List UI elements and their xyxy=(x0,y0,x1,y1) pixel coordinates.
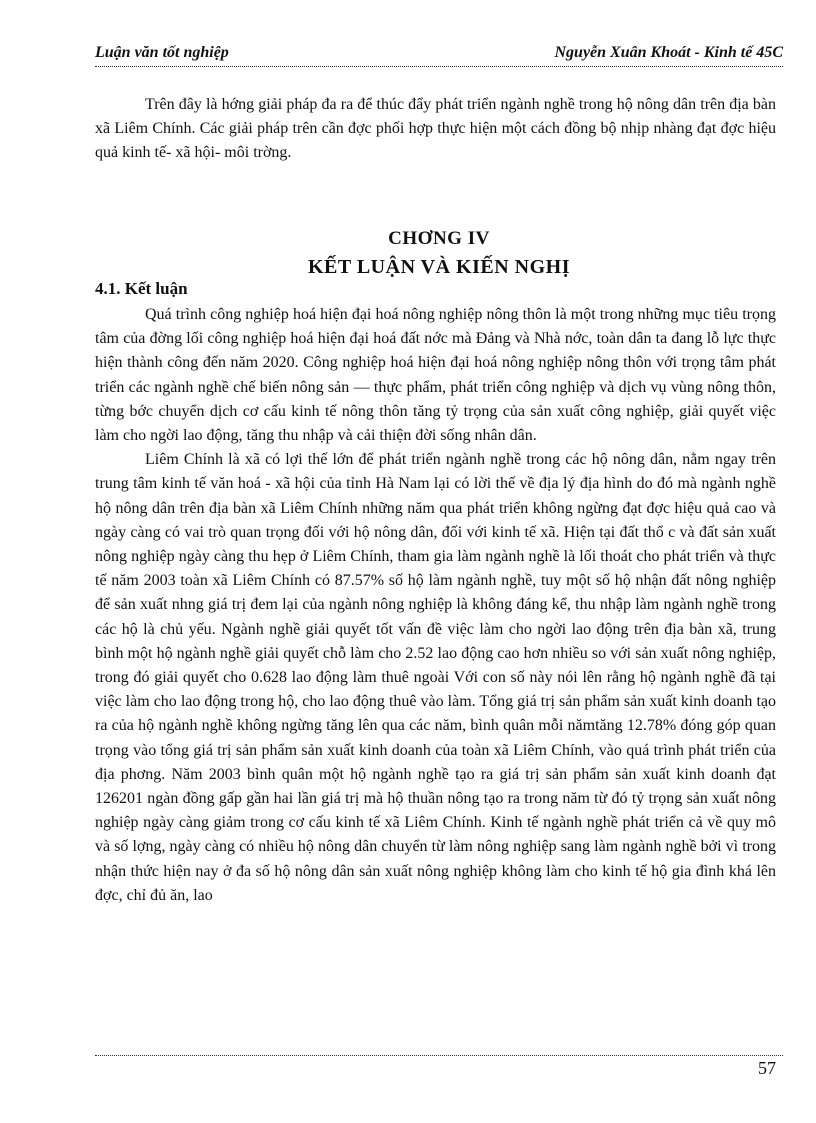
intro-block xyxy=(95,93,776,166)
chapter-title: KẾT LUẬN VÀ KIẾN NGHỊ xyxy=(307,256,571,278)
chapter-number: CHƠNG IV xyxy=(388,228,490,249)
running-header xyxy=(95,42,783,67)
footer-rule xyxy=(95,1055,783,1056)
page-number: 57 xyxy=(758,1058,776,1078)
header-right-text: Nguyễn Xuân Khoát - Kinh tế 45C xyxy=(554,44,783,61)
section-body xyxy=(95,303,776,908)
intro-paragraph: Trên đây là hớng giải pháp đa ra để thúc đẩy phát triển ngành nghề trong hộ nông dân trên địa bàn xã Liêm Chính. Các giải pháp trên cần đợc phối hợp thực hiện một cách đồng bộ nhịp nhàng đạt đợc hiệu quả kinh tế- xã hội- môi trờng. xyxy=(95,96,776,162)
body-paragraph-2: Liêm Chính là xã có lợi thế lớn để phát triển ngành nghề trong các hộ nông dân, nằm ngay trên trung tâm kinh tế văn hoá - xã hội của tỉnh Hà Nam lại có lời thế về địa lý địa hình do đó mà ngành nghề hộ nông dân trên địa bàn xã Liêm Chính những năm qua phát triển không ngừng đạt đợc hiệu quả cao và ngày càng có vai trò quan trọng đối với hộ nông dân, đối với kinh tế xã. Hiện tại đất thổ c và đất sản xuất nông nghiệp ngày càng thu hẹp ở Liêm Chính, tham gia làm ngành nghề là lối thoát cho phát triển và thực tế năm 2003 toàn xã Liêm Chính có 87.57% số hộ làm ngành nghề, tuy một số hộ nhận đất nông nghiệp để sản xuất nhng giá trị đem lại của ngành nông nghiệp là không đáng kể, thu nhập làm ngành nghề trong các hộ là chủ yếu. Ngành nghề giải quyết tốt vấn đề việc làm cho ngời lao động trên địa bàn xã, trung bình một hộ ngành nghề giải quyết chỗ làm cho 2.52 lao động cao hơn nhiều so với sản xuất nông nghiệp, trong đó giải quyết cho 0.628 lao động làm thuê ngoài Với con số này nói lên rằng hộ ngành nghề đã tại việc làm cho lao động trong hộ, cho lao động thuê vào làm. Tổng giá trị sản phẩm sản xuất kinh doanh tạo ra của hộ ngành nghề không ngừng tăng lên qua các năm, bình quân mỗi nămtăng 12.78% đóng góp quan trọng vào tổng giá trị sản phẩm sản xuất kinh doanh của toàn xã Liêm Chính, vào quá trình phát triển của địa phơng. Năm 2003 bình quân một hộ ngành nghề tạo ra giá trị sản phẩm sản xuất kinh doanh đạt 126201 ngàn đồng gấp gần hai lần giá trị mà hộ thuần nông tạo ra trong năm từ đó tỷ trọng sản xuất nông nghiệp ngày càng giảm trong cơ cấu kinh tế xã Liêm Chính. Kinh tế ngành nghề phát triển cả về quy mô và số lợng, ngày càng có nhiều hộ nông dân chuyển từ làm nông nghiệp sang làm ngành nghề bởi vì trong nhận thức hiện nay ở đa số hộ nông dân sản xuất nông nghiệp không làm cho kinh tế hộ gia đình khá lên đợc, chỉ đủ ăn, lao xyxy=(95,451,776,904)
body-paragraph-1: Quá trình công nghiệp hoá hiện đại hoá nông nghiệp nông thôn là một trong những mục tiêu trọng tâm của đờng lối công nghiệp hoá hiện đại hoá đất nớc mà Đảng và Nhà nớc, toàn dân ta đang lỗ lực thực hiện thành công đến năm 2020. Công nghiệp hoá hiện đại hoá nông nghiệp nông thôn với trọng tâm phát triển các ngành nghề chế biến nông sản — thực phẩm, phát triển công nghiệp và dịch vụ vùng nông thôn, từng bớc chuyển dịch cơ cấu kinh tế nông thôn tăng tỷ trọng của sản xuất công nghiệp, giải quyết việc làm cho ngời lao động, tăng thu nhập và cải thiện đời sống nhân dân. xyxy=(95,306,776,445)
section-heading: 4.1. Kết luận xyxy=(95,279,188,298)
header-left-text: Luận văn tốt nghiệp xyxy=(95,44,229,61)
